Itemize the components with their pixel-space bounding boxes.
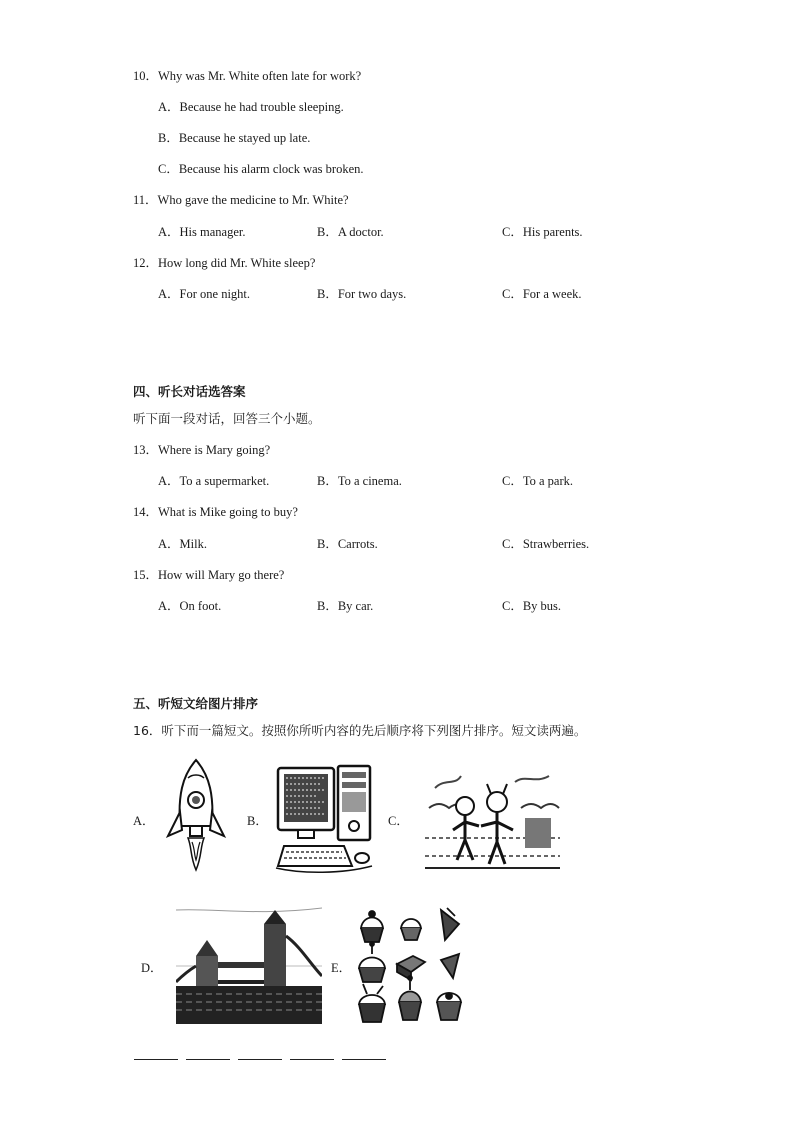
rocket-icon (160, 756, 232, 876)
question-11: 11．Who gave the medicine to Mr. White? (133, 193, 349, 207)
answer-blank-5[interactable] (342, 1058, 386, 1060)
question-10: 10．Why was Mr. White often late for work? (133, 69, 362, 83)
q10-option-b[interactable]: B．Because he stayed up late. (158, 131, 311, 145)
q12-option-c[interactable]: C．For a week. (502, 287, 582, 301)
q13-option-b[interactable]: B．To a cinema. (317, 474, 402, 488)
picture-d-label: D． (141, 961, 163, 975)
picture-a-label: A． (133, 814, 155, 828)
question-15: 15．How will Mary go there? (133, 568, 285, 582)
q10-option-c[interactable]: C．Because his alarm clock was broken. (158, 162, 364, 176)
answer-blank-1[interactable] (134, 1058, 178, 1060)
q15-option-a[interactable]: A．On foot. (158, 599, 222, 613)
cupcakes-icon (353, 904, 469, 1030)
picture-e-label: E． (331, 961, 352, 975)
children-playing-icon (425, 768, 560, 872)
section-5-title: 五、听短文给图片排序 (133, 696, 259, 711)
answer-blank-3[interactable] (238, 1058, 282, 1060)
q15-option-b[interactable]: B．By car. (317, 599, 374, 613)
question-16: 16．听下而一篇短文。按照你所听内容的先后顺序将下列图片排序。短文读两遍。 (133, 723, 587, 738)
q14-option-b[interactable]: B．Carrots. (317, 537, 378, 551)
q12-option-a[interactable]: A．For one night. (158, 287, 251, 301)
picture-c-label: C． (388, 814, 409, 828)
question-12: 12．How long did Mr. White sleep? (133, 256, 316, 270)
q11-option-b[interactable]: B．A doctor. (317, 225, 384, 239)
question-14: 14．What is Mike going to buy? (133, 505, 298, 519)
q11-option-a[interactable]: A．His manager. (158, 225, 246, 239)
q12-option-b[interactable]: B．For two days. (317, 287, 407, 301)
answer-blank-2[interactable] (186, 1058, 230, 1060)
tower-bridge-icon (176, 906, 322, 1024)
section-4-instruction: 听下面一段对话，回答三个小题。 (133, 411, 321, 426)
q15-option-c[interactable]: C．By bus. (502, 599, 562, 613)
question-13: 13．Where is Mary going? (133, 443, 271, 457)
q13-option-a[interactable]: A．To a supermarket. (158, 474, 270, 488)
q13-option-c[interactable]: C．To a park. (502, 474, 573, 488)
q14-option-a[interactable]: A．Milk. (158, 537, 207, 551)
answer-blank-4[interactable] (290, 1058, 334, 1060)
picture-b-label: B． (247, 814, 268, 828)
q11-option-c[interactable]: C．His parents. (502, 225, 583, 239)
computer-icon (272, 762, 376, 874)
q14-option-c[interactable]: C．Strawberries. (502, 537, 590, 551)
q10-option-a[interactable]: A．Because he had trouble sleeping. (158, 100, 344, 114)
section-4-title: 四、听长对话选答案 (133, 384, 246, 399)
